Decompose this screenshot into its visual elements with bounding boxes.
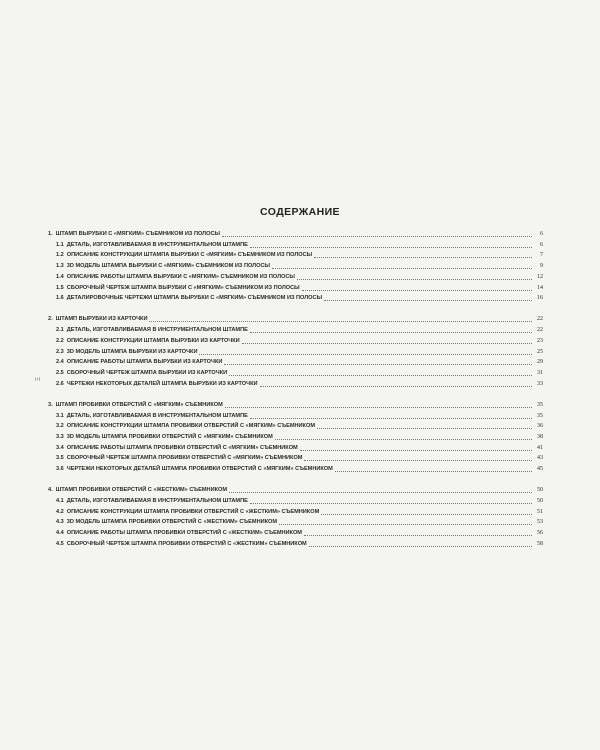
toc-entry-number: 4.2 [56,508,64,515]
toc-page-number: 50 [537,497,543,504]
toc-subsection [48,495,543,505]
toc-subsection [48,292,543,302]
toc-page-number: 35 [537,401,543,408]
toc-page-number: 41 [537,444,543,451]
toc-entry-number: 3.4 [56,444,64,451]
toc-page-number: 35 [537,412,543,419]
toc-page-number: 7 [540,252,543,259]
toc-section-heading [48,313,543,323]
toc-subsection [48,431,543,441]
dot-leader [275,434,532,440]
toc-entry-number: 1.4 [56,273,64,280]
toc-entry-label: ОПИСАНИЕ РАБОТЫ ШТАМПА ВЫРУБКИ ИЗ КАРТОЧКИ [66,359,223,366]
toc-subsection [48,367,543,377]
toc-entry-label: 3D МОДЕЛЬ ШТАМПА ВЫРУБКИ ИЗ КАРТОЧКИ [66,348,198,355]
toc-entry-number: 3.6 [56,466,64,472]
dot-leader [302,285,532,291]
toc-subsection [48,346,543,356]
toc-page-number: 51 [537,508,543,515]
toc-entry-label: ОПИСАНИЕ РАБОТЫ ШТАМПА ПРОБИВКИ ОТВЕРСТИЙ С «ЖЕСТКИМ» СЪЕМНИКОМ [66,530,302,536]
dot-leader [242,338,532,344]
dot-leader [225,402,532,408]
toc-entry-number: 4.1 [56,497,64,504]
toc-subsection [48,516,543,526]
toc-subsection [48,271,543,281]
dot-leader [260,381,533,387]
dot-leader [224,359,532,365]
toc-section-heading [48,228,543,238]
toc-page-number: 22 [537,327,543,334]
toc-subsection [48,538,543,548]
toc-page-number: 50 [537,487,543,494]
toc-subsection [48,442,543,452]
toc-page-number: 16 [537,295,543,302]
toc-entry-number: 2.2 [56,337,64,344]
toc-entry-label: ШТАМП ПРОБИВКИ ОТВЕРСТИЙ С «МЯГКИМ» СЪЕМНИКОМ [55,401,223,408]
toc-entry-label: 3D МОДЕЛЬ ШТАМПА ПРОБИВКИ ОТВЕРСТИЙ С «МЯГКИМ» СЪЕМНИКОМ [66,433,273,440]
toc-subsection [48,452,543,462]
toc-page-number: 29 [537,359,543,366]
toc-page-number: 12 [537,273,543,280]
page-title: СОДЕРЖАНИЕ [260,206,340,218]
toc-entry-number: 2.6 [56,380,64,387]
toc-entry-number: 4.4 [56,530,64,536]
toc-entry-label: СБОРОЧНЫЙ ЧЕРТЕЖ ШТАМПА ПРОБИВКИ ОТВЕРСТИЙ С «МЯГКИМ» СЪЕМНИКОМ [66,455,303,462]
toc-entry-number: 3. [48,401,53,408]
toc-section-heading [48,484,543,494]
toc-subsection [48,249,543,259]
toc-page-number: 25 [537,348,543,355]
dot-leader [250,413,532,419]
toc-entry-number: 2.5 [56,369,64,376]
dot-leader [335,466,532,472]
toc-entry-label: ОПИСАНИЕ КОНСТРУКЦИИ ШТАМПА ВЫРУБКИ С «МЯГКИМ» СЪЕМНИКОМ ИЗ ПОЛОСЫ [66,252,313,259]
dot-leader [250,327,532,333]
toc-page-number: 23 [537,337,543,344]
toc-entry-label: ОПИСАНИЕ РАБОТЫ ШТАМПА ПРОБИВКИ ОТВЕРСТИЙ С «МЯГКИМ» СЪЕМНИКОМ [66,444,298,451]
toc-entry-number: 2.1 [56,327,64,334]
toc-entry-number: 1.3 [56,263,64,270]
toc-entry-label: ШТАМП ПРОБИВКИ ОТВЕРСТИЙ С «ЖЕСТКИМ» СЪЕМНИКОМ [55,487,228,494]
toc-page-number: 31 [537,369,543,376]
toc-entry-label: СБОРОЧНЫЙ ЧЕРТЕЖ ШТАМПА ВЫРУБКИ ИЗ КАРТОЧКИ [66,369,228,376]
toc-entry-number: 1.1 [56,241,64,248]
toc-page-number: 45 [537,466,543,472]
toc-entry-label: ОПИСАНИЕ КОНСТРУКЦИИ ШТАМПА ВЫРУБКИ ИЗ КАРТОЧКИ [66,337,240,344]
toc-entry-number: 4.3 [56,519,64,526]
margin-mark: Ξ [35,377,42,381]
toc-page-number: 43 [537,455,543,462]
dot-leader [321,509,532,515]
dot-leader [250,498,532,504]
toc-entry-number: 3.3 [56,433,64,440]
toc-entry-label: 3D МОДЕЛЬ ШТАМПА ПРОБИВКИ ОТВЕРСТИЙ С «ЖЕСТКИМ» СЪЕМНИКОМ [66,519,278,526]
toc-subsection [48,527,543,537]
toc-subsection [48,506,543,516]
dot-leader [324,295,532,301]
dot-leader [304,455,532,461]
toc-entry-label: СБОРОЧНЫЙ ЧЕРТЕЖ ШТАМПА ПРОБИВКИ ОТВЕРСТИЙ С «ЖЕСТКИМ» СЪЕМНИКОМ [66,540,307,547]
dot-leader [229,487,532,493]
toc-entry-number: 1.6 [56,295,64,302]
toc-subsection [48,260,543,270]
toc-subsection [48,239,543,249]
dot-leader [149,316,532,322]
toc-subsection [48,420,543,430]
toc-entry-label: ДЕТАЛЬ, ИЗГОТАВЛИВАЕМАЯ В ИНСТРУМЕНТАЛЬНОМ ШТАМПЕ [66,412,248,419]
toc-page-number: 53 [537,519,543,526]
toc-subsection [48,378,543,388]
toc-subsection [48,410,543,420]
dot-leader [222,231,532,237]
toc-entry-label: ШТАМП ВЫРУБКИ ИЗ КАРТОЧКИ [55,316,148,323]
toc-entry-label: ДЕТАЛЬ, ИЗГОТАВЛИВАЕМАЯ В ИНСТРУМЕНТАЛЬНОМ ШТАМПЕ [66,241,248,248]
toc-entry-number: 4. [48,487,53,494]
toc-entry-number: 3.2 [56,423,64,430]
toc-entry-number: 1. [48,231,53,237]
toc-page-number: 56 [537,530,543,536]
toc-entry-number: 2.4 [56,359,64,366]
toc-entry-label: ОПИСАНИЕ РАБОТЫ ШТАМПА ВЫРУБКИ С «МЯГКИМ» СЪЕМНИКОМ ИЗ ПОЛОСЫ [66,273,295,280]
toc-entry-number: 2. [48,316,53,323]
toc-subsection [48,282,543,292]
dot-leader [279,519,532,525]
dot-leader [229,370,532,376]
toc-entry-label: 3D МОДЕЛЬ ШТАМПА ВЫРУБКИ С «МЯГКИМ» СЪЕМНИКОМ ИЗ ПОЛОСЫ [66,263,270,270]
toc-page-number: 38 [537,433,543,440]
toc-entry-label: ЧЕРТЕЖИ НЕКОТОРЫХ ДЕТАЛЕЙ ШТАМПА ВЫРУБКИ ИЗ КАРТОЧКИ [66,380,258,387]
toc-page-number: 9 [540,263,543,270]
toc-page-number: 6 [540,231,543,237]
toc-entry-label: ЧЕРТЕЖИ НЕКОТОРЫХ ДЕТАЛЕЙ ШТАМПА ПРОБИВКИ ОТВЕРСТИЙ С «МЯГКИМ» СЪЕМНИКОМ [66,466,333,472]
dot-leader [304,530,532,536]
toc-page-number: 22 [537,316,543,323]
toc-page-number: 58 [537,540,543,547]
toc-subsection [48,356,543,366]
dot-leader [314,252,532,258]
toc-entry-number: 4.5 [56,540,64,547]
dot-leader [317,423,532,429]
toc-page-number: 33 [537,380,543,387]
toc-subsection [48,324,543,334]
toc-entry-number: 2.3 [56,348,64,355]
dot-leader [272,263,532,269]
dot-leader [309,541,532,547]
toc-entry-number: 1.2 [56,252,64,259]
toc-entry-label: СБОРОЧНЫЙ ЧЕРТЕЖ ШТАМПА ВЫРУБКИ С «МЯГКИМ» СЪЕМНИКОМ ИЗ ПОЛОСЫ [66,284,300,291]
toc-subsection [48,463,543,473]
dot-leader [199,349,532,355]
toc-entry-label: ШТАМП ВЫРУБКИ С «МЯГКИМ» СЪЕМНИКОМ ИЗ ПОЛОСЫ [55,231,220,237]
toc-entry-label: ДЕТАЛЬ, ИЗГОТАВЛИВАЕМАЯ В ИНСТРУМЕНТАЛЬНОМ ШТАМПЕ [66,327,248,334]
dot-leader [250,242,532,248]
toc-entry-label: ОПИСАНИЕ КОНСТРУКЦИИ ШТАМПА ПРОБИВКИ ОТВЕРСТИЙ С «МЯГКИМ» СЪЕМНИКОМ [66,423,315,430]
toc-section-heading [48,399,543,409]
dot-leader [297,274,532,280]
toc-page-number: 6 [540,241,543,248]
toc-page-number: 36 [537,423,543,430]
toc-entry-label: ДЕТАЛИРОВОЧНЫЕ ЧЕРТЕЖИ ШТАМПА ВЫРУБКИ С «МЯГКИМ» СЪЕМНИКОМ ИЗ ПОЛОСЫ [66,295,323,302]
toc-entry-number: 1.5 [56,284,64,291]
dot-leader [300,445,532,451]
toc-entry-label: ОПИСАНИЕ КОНСТРУКЦИИ ШТАМПА ПРОБИВКИ ОТВЕРСТИЙ С «ЖЕСТКИМ» СЪЕМНИКОМ [66,508,320,515]
toc-entry-label: ДЕТАЛЬ, ИЗГОТАВЛИВАЕМАЯ В ИНСТРУМЕНТАЛЬНОМ ШТАМПЕ [66,497,248,504]
toc-page-number: 14 [537,284,543,291]
toc-subsection [48,335,543,345]
toc-entry-number: 3.1 [56,412,64,419]
toc-entry-number: 3.5 [56,455,64,462]
